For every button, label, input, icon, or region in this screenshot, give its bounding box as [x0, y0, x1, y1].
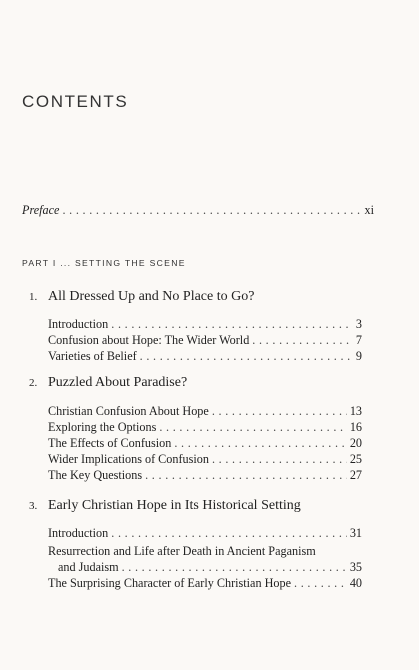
leader-dots [140, 349, 353, 363]
leader-dots [212, 404, 347, 418]
entry-page: 9 [355, 349, 362, 363]
entry-page: 35 [349, 560, 362, 574]
leader-dots [111, 317, 353, 331]
chapter-number: 3. [29, 500, 38, 512]
toc-entry[interactable] [48, 333, 362, 347]
chapter-number: 2. [29, 377, 38, 389]
entry-page: 3 [355, 317, 362, 331]
toc-entry[interactable] [48, 576, 362, 590]
leader-dots [212, 452, 347, 466]
entry-label: Preface [22, 203, 60, 217]
leader-dots [62, 203, 361, 217]
entry-label: The Key Questions [48, 468, 143, 482]
entry-label: Confusion about Hope: The Wider World [48, 333, 250, 347]
entry-label: Christian Confusion About Hope [48, 404, 209, 418]
leader-dots [159, 420, 346, 434]
toc-entry[interactable] [48, 436, 362, 450]
entry-page: xi [364, 203, 374, 217]
entry-page: 16 [349, 420, 362, 434]
entry-label-continued: and Judaism [58, 560, 119, 574]
entry-label: The Surprising Character of Early Christian Hope [48, 576, 292, 590]
entry-label: Introduction [48, 526, 109, 540]
chapter-number: 1. [29, 291, 38, 303]
chapter-heading-3[interactable] [29, 498, 301, 514]
leader-dots [174, 436, 346, 450]
entry-page: 31 [349, 526, 362, 540]
toc-entry[interactable] [48, 420, 362, 434]
toc-entry[interactable] [48, 452, 362, 466]
toc-entry[interactable] [48, 317, 362, 331]
leader-dots [145, 468, 347, 482]
chapter-heading-2[interactable] [29, 375, 187, 391]
entry-label: Introduction [48, 317, 109, 331]
toc-entry[interactable] [48, 349, 362, 363]
chapter-title: All Dressed Up and No Place to Go? [48, 289, 255, 304]
entry-page: 25 [349, 452, 362, 466]
entry-label: Wider Implications of Confusion [48, 452, 209, 466]
toc-entry[interactable] [48, 526, 362, 540]
entry-page: 40 [349, 576, 362, 590]
chapter-title: Early Christian Hope in Its Historical Setting [48, 498, 301, 513]
leader-dots [111, 526, 347, 540]
toc-entry-first-line[interactable] [48, 544, 362, 558]
leader-dots [122, 560, 347, 574]
entry-page: 13 [349, 404, 362, 418]
leader-dots [252, 333, 353, 347]
entry-label: Resurrection and Life after Death in Ancient Paganism [48, 544, 316, 558]
toc-entry[interactable] [48, 404, 362, 418]
entry-page: 7 [355, 333, 362, 347]
part-heading: PART I ... SETTING THE SCENE [22, 258, 186, 268]
entry-label: The Effects of Confusion [48, 436, 172, 450]
chapter-title: Puzzled About Paradise? [48, 375, 188, 390]
toc-entry-preface[interactable] [22, 203, 374, 217]
toc-entry[interactable] [48, 468, 362, 482]
toc-entry[interactable] [48, 560, 362, 574]
chapter-heading-1[interactable] [29, 289, 254, 305]
leader-dots [294, 576, 347, 590]
page-title: CONTENTS [22, 92, 129, 111]
entry-page: 20 [349, 436, 362, 450]
entry-label: Varieties of Belief [48, 349, 137, 363]
entry-page: 27 [349, 468, 362, 482]
entry-label: Exploring the Options [48, 420, 157, 434]
